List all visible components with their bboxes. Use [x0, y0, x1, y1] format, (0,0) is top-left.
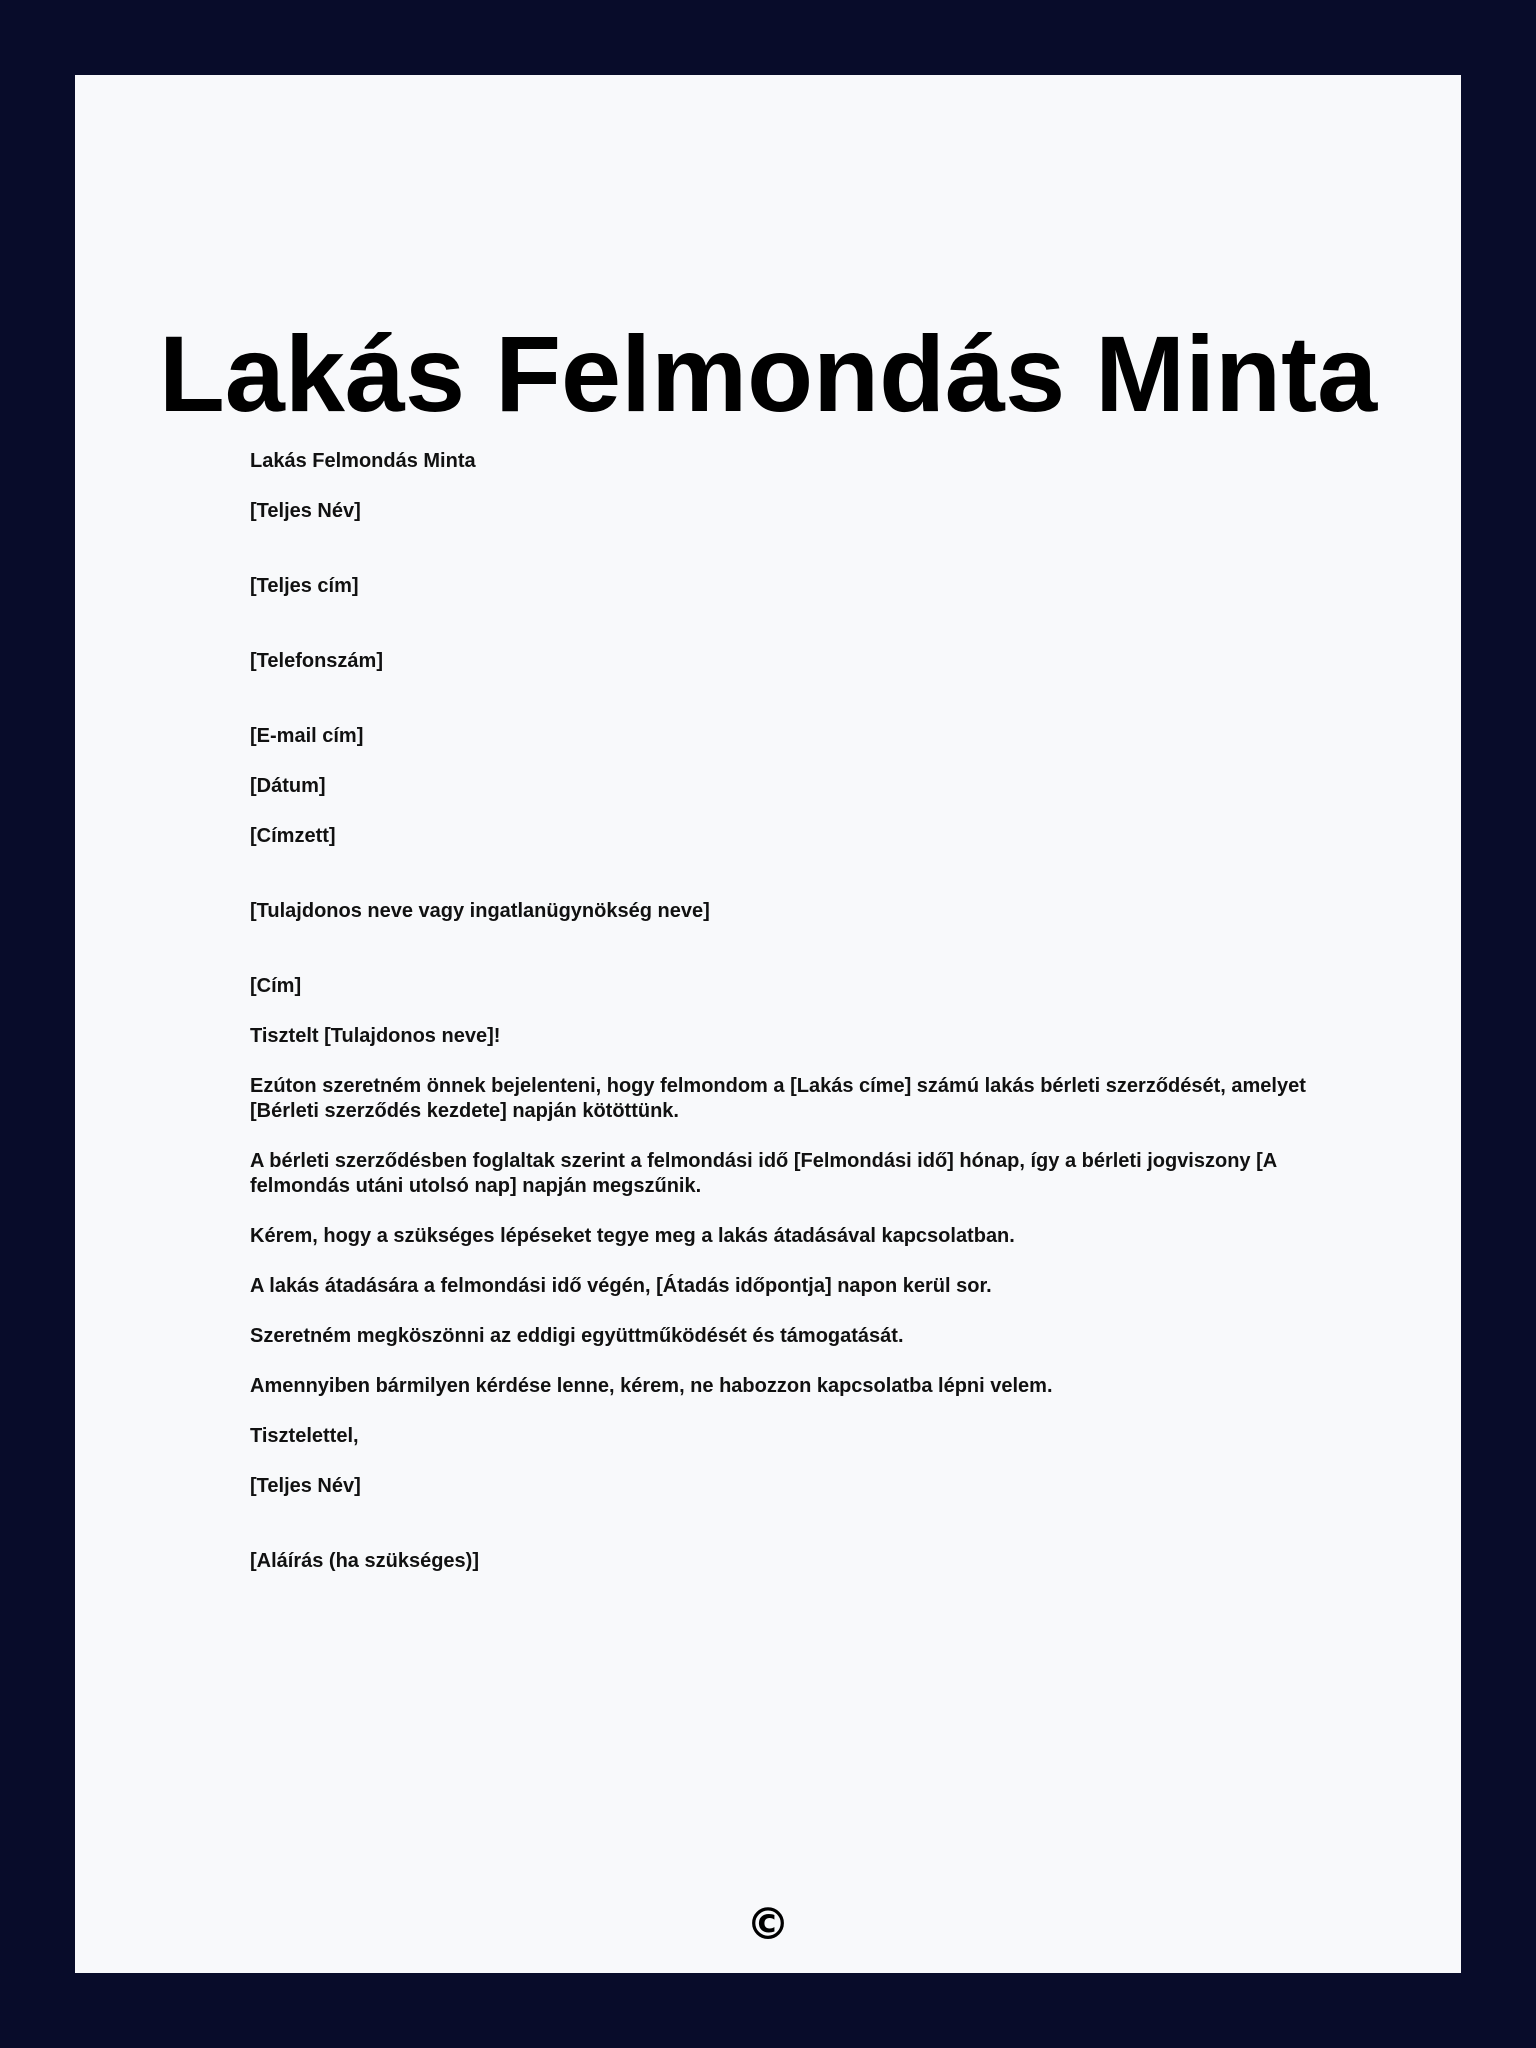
sender-phone: [Telefonszám]	[250, 650, 383, 672]
paragraph-termination: Ezúton szeretném önnek bejelenteni, hogy felmondom a [Lakás címe] számú lakás bérleti szerződését, amelyet [Bérleti szerződés kezdete] napján kötöttünk.	[250, 1075, 1306, 1122]
salutation: Tisztelt [Tulajdonos neve]!	[250, 1025, 501, 1047]
letter-date: [Dátum]	[250, 775, 326, 797]
paragraph-request: Kérem, hogy a szükséges lépéseket tegye meg a lakás átadásával kapcsolatban.	[250, 1225, 1015, 1247]
paragraph-handover: A lakás átadására a felmondási idő végén, [Átadás időpontja] napon kerül sor.	[250, 1275, 992, 1297]
document-page	[75, 75, 1461, 1973]
sender-address: [Teljes cím]	[250, 575, 359, 597]
sender-email: [E-mail cím]	[250, 725, 364, 747]
signature-line: [Aláírás (ha szükséges)]	[250, 1550, 479, 1572]
recipient-label: [Címzett]	[250, 825, 336, 847]
recipient-name: [Tulajdonos neve vagy ingatlanügynökség neve]	[250, 900, 710, 922]
closing: Tisztelettel,	[250, 1425, 359, 1447]
document-title: Lakás Felmondás Minta	[158, 313, 1378, 434]
paragraph-notice-period: A bérleti szerződésben foglaltak szerint a felmondási idő [Felmondási idő] hónap, így a bérleti jogviszony [A felmondás utáni utolsó nap] napján megszűnik.	[250, 1150, 1277, 1197]
paragraph-thanks: Szeretném megköszönni az eddigi együttműködését és támogatását.	[250, 1325, 904, 1347]
letter-heading: Lakás Felmondás Minta	[250, 450, 476, 472]
copyright-icon: ©	[746, 1899, 790, 1950]
paragraph-contact: Amennyiben bármilyen kérdése lenne, kérem, ne habozzon kapcsolatba lépni velem.	[250, 1375, 1053, 1397]
signature-name: [Teljes Név]	[250, 1475, 361, 1497]
recipient-address: [Cím]	[250, 975, 302, 997]
sender-name: [Teljes Név]	[250, 500, 361, 522]
